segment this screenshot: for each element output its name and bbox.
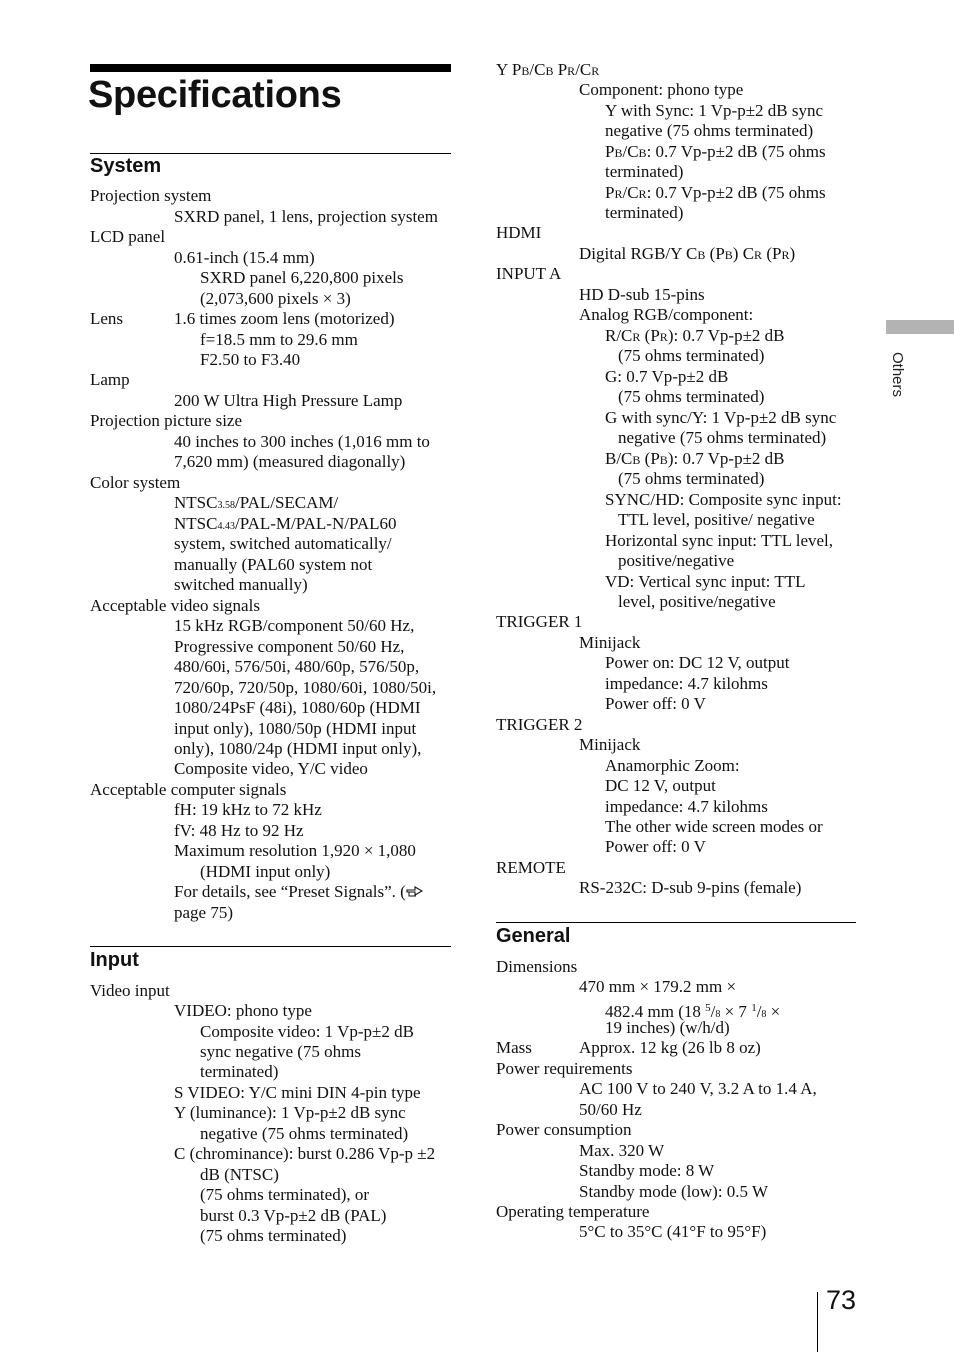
spec-value: Component: phono type	[579, 80, 744, 99]
spec-value: terminated)	[200, 1062, 279, 1081]
side-tab-label: Others	[889, 352, 906, 398]
spec-value: switched manually)	[174, 575, 308, 594]
page-number-rule	[817, 1292, 818, 1352]
spec-value	[579, 244, 795, 266]
spec-value: Power off: 0 V	[605, 837, 706, 856]
section-divider-input	[90, 946, 451, 947]
text: /C	[575, 60, 592, 79]
spec-label: Dimensions	[496, 957, 578, 976]
text: 482.4 mm (18	[605, 1002, 706, 1021]
text: (P	[762, 244, 782, 263]
spec-value: 15 kHz RGB/component 50/60 Hz,	[174, 616, 415, 635]
spec-value: Approx. 12 kg (26 lb 8 oz)	[579, 1038, 761, 1057]
spec-value: sync negative (75 ohms	[200, 1042, 361, 1061]
spec-value: input only), 1080/50p (HDMI input	[174, 719, 417, 738]
text: /PAL/SECAM/	[234, 493, 339, 512]
spec-label: Lens	[90, 309, 124, 328]
spec-value: (75 ohms terminated)	[618, 346, 765, 365]
fraction-slash: /	[756, 1002, 762, 1021]
spec-label: Power requirements	[496, 1059, 633, 1078]
small-caps: R	[591, 64, 600, 78]
spec-value: level, positive/negative	[618, 592, 776, 611]
spec-value: 720/60p, 720/50p, 1080/60i, 1080/50i,	[174, 678, 437, 697]
spec-value: (75 ohms terminated), or	[200, 1185, 370, 1204]
small-caps: R	[632, 330, 641, 344]
spec-value: (75 ohms terminated)	[618, 469, 765, 488]
spec-label	[496, 60, 599, 82]
spec-value: 50/60 Hz	[579, 1100, 642, 1119]
spec-value: Max. 320 W	[579, 1141, 665, 1160]
text: P	[605, 142, 615, 161]
spec-value: (75 ohms terminated)	[618, 387, 765, 406]
spec-value	[605, 142, 826, 164]
spec-value: Standby mode: 8 W	[579, 1161, 715, 1180]
small-caps: B	[545, 64, 554, 78]
text: /C	[529, 60, 546, 79]
spec-label: Acceptable video signals	[90, 596, 260, 615]
spec-value: terminated)	[605, 162, 684, 181]
title-rule	[90, 64, 451, 72]
spec-value: dB (NTSC)	[200, 1165, 279, 1184]
spec-value: 470 mm × 179.2 mm ×	[579, 977, 737, 996]
spec-value: TTL level, positive/ negative	[618, 510, 815, 529]
spec-label: HDMI	[496, 223, 542, 242]
small-caps: B	[697, 248, 706, 262]
text: Y P	[496, 60, 522, 79]
spec-value: negative (75 ohms terminated)	[605, 121, 814, 140]
spec-value: positive/negative	[618, 551, 735, 570]
small-caps: B	[724, 248, 733, 262]
spec-value: page 75)	[174, 903, 234, 922]
section-heading-system: System	[90, 155, 162, 177]
spec-value: SYNC/HD: Composite sync input:	[605, 490, 842, 509]
side-tab-marker	[886, 320, 954, 334]
small-caps: B	[659, 453, 668, 467]
spec-label: REMOTE	[496, 858, 566, 877]
spec-value: DC 12 V, output	[605, 776, 716, 795]
small-caps: B	[632, 453, 641, 467]
spec-value: The other wide screen modes or	[605, 817, 823, 836]
spec-value: G with sync/Y: 1 Vp-p±2 dB sync	[605, 408, 837, 427]
spec-value: 19 inches) (w/h/d)	[605, 1018, 730, 1037]
spec-label: Operating temperature	[496, 1202, 650, 1221]
small-caps: B	[521, 64, 530, 78]
spec-value: Analog RGB/component:	[579, 305, 754, 324]
spec-value: HD D-sub 15-pins	[579, 285, 705, 304]
spec-label: Projection picture size	[90, 411, 243, 430]
spec-label: Mass	[496, 1038, 532, 1057]
spec-label: Power consumption	[496, 1120, 632, 1139]
small-caps: R	[614, 187, 623, 201]
spec-value: Minijack	[579, 735, 641, 754]
spec-label: Color system	[90, 473, 181, 492]
spec-value: terminated)	[605, 203, 684, 222]
text: B/C	[605, 449, 633, 468]
spec-value: C (chrominance): burst 0.286 Vp-p ±2	[174, 1144, 436, 1163]
spec-value: f=18.5 mm to 29.6 mm	[200, 330, 358, 349]
spec-label: INPUT A	[496, 264, 562, 283]
text: For details, see “Preset Signals”. (	[174, 882, 406, 901]
spec-label: Projection system	[90, 186, 212, 205]
spec-value	[174, 882, 423, 903]
small-caps: R	[781, 248, 790, 262]
spec-value: SXRD panel 6,220,800 pixels	[200, 268, 404, 287]
subscript: 3.58	[217, 500, 235, 511]
spec-label: TRIGGER 2	[496, 715, 583, 734]
spec-value: S VIDEO: Y/C mini DIN 4-pin type	[174, 1083, 421, 1102]
page-number: 73	[826, 1285, 857, 1315]
spec-value: Composite video, Y/C video	[174, 759, 368, 778]
text: × 7	[720, 1002, 752, 1021]
text: P	[605, 183, 615, 202]
spec-value	[174, 493, 338, 517]
spec-value	[605, 183, 826, 205]
text: R/C	[605, 326, 633, 345]
spec-value: only), 1080/24p (HDMI input only),	[174, 739, 422, 758]
spec-value: impedance: 4.7 kilohms	[605, 674, 768, 693]
spec-value: 1080/24PsF (48i), 1080/60p (HDMI	[174, 698, 421, 717]
small-caps: R	[659, 330, 668, 344]
text: ×	[766, 1002, 781, 1021]
text: ): 0.7 Vp-p±2 dB	[667, 449, 785, 468]
text: /C	[622, 142, 639, 161]
spec-value: 0.61-inch (15.4 mm)	[174, 248, 315, 267]
text: : 0.7 Vp-p±2 dB (75 ohms	[646, 142, 826, 161]
section-heading-general: General	[496, 925, 571, 947]
subscript: 4.43	[217, 521, 235, 532]
spec-value: (75 ohms terminated)	[200, 1226, 347, 1245]
fraction-numerator: 5	[705, 1002, 711, 1014]
page-title: Specifications	[88, 74, 342, 116]
spec-value: fV: 48 Hz to 92 Hz	[174, 821, 304, 840]
fraction-slash: /	[710, 1002, 716, 1021]
fraction-numerator: 1	[751, 1002, 757, 1014]
spec-label: Acceptable computer signals	[90, 780, 287, 799]
spec-value: Horizontal sync input: TTL level,	[605, 531, 834, 550]
spec-value: (2,073,600 pixels × 3)	[200, 289, 351, 308]
spec-value: 40 inches to 300 inches (1,016 mm to	[174, 432, 430, 451]
spec-label: Lamp	[90, 370, 130, 389]
spec-value: Power off: 0 V	[605, 694, 706, 713]
spec-value	[605, 326, 785, 348]
spec-value: F2.50 to F3.40	[200, 350, 301, 369]
text: /C	[622, 183, 639, 202]
small-caps: R	[567, 64, 576, 78]
spec-value: (HDMI input only)	[200, 862, 331, 881]
text: P	[553, 60, 568, 79]
spec-value: system, switched automatically/	[174, 534, 392, 553]
spec-value: Minijack	[579, 633, 641, 652]
spec-value: Composite video: 1 Vp-p±2 dB	[200, 1022, 414, 1041]
spec-value: negative (75 ohms terminated)	[618, 428, 827, 447]
fraction-denominator: 8	[761, 1009, 767, 1020]
pointing-hand-icon	[406, 883, 423, 897]
small-caps: B	[614, 146, 623, 160]
spec-value: VD: Vertical sync input: TTL	[605, 572, 806, 591]
spec-value: impedance: 4.7 kilohms	[605, 797, 768, 816]
fraction-denominator: 8	[715, 1009, 721, 1020]
spec-value: fH: 19 kHz to 72 kHz	[174, 800, 322, 819]
spec-value: SXRD panel, 1 lens, projection system	[174, 207, 438, 226]
spec-value: 5°C to 35°C (41°F to 95°F)	[579, 1222, 767, 1241]
text: ) C	[732, 244, 755, 263]
spec-value: burst 0.3 Vp-p±2 dB (PAL)	[200, 1206, 387, 1225]
spec-value: Standby mode (low): 0.5 W	[579, 1182, 769, 1201]
text: )	[789, 244, 796, 263]
spec-value: Anamorphic Zoom:	[605, 756, 740, 775]
spec-value: AC 100 V to 240 V, 3.2 A to 1.4 A,	[579, 1079, 817, 1098]
spec-value: 7,620 mm) (measured diagonally)	[174, 452, 406, 471]
small-caps: R	[638, 187, 647, 201]
text: Digital RGB/Y C	[579, 244, 698, 263]
text: (P	[640, 449, 660, 468]
spec-label: Video input	[90, 981, 170, 1000]
spec-value: Y (luminance): 1 Vp-p±2 dB sync	[174, 1103, 406, 1122]
spec-value	[605, 449, 785, 471]
spec-value: Y with Sync: 1 Vp-p±2 dB sync	[605, 101, 824, 120]
spec-value: RS-232C: D-sub 9-pins (female)	[579, 878, 802, 897]
spec-value: Maximum resolution 1,920 × 1,080	[174, 841, 416, 860]
section-heading-input: Input	[90, 949, 139, 971]
text: : 0.7 Vp-p±2 dB (75 ohms	[646, 183, 826, 202]
spec-value: 200 W Ultra High Pressure Lamp	[174, 391, 403, 410]
text: NTSC	[174, 493, 218, 512]
spec-value: G: 0.7 Vp-p±2 dB	[605, 367, 729, 386]
spec-value: negative (75 ohms terminated)	[200, 1124, 409, 1143]
text: ): 0.7 Vp-p±2 dB	[667, 326, 785, 345]
text: NTSC	[174, 514, 218, 533]
spec-value: manually (PAL60 system not	[174, 555, 373, 574]
spec-label: LCD panel	[90, 227, 166, 246]
small-caps: B	[638, 146, 647, 160]
spec-value: 1.6 times zoom lens (motorized)	[174, 309, 395, 328]
spec-value: Power on: DC 12 V, output	[605, 653, 790, 672]
text: (P	[640, 326, 660, 345]
text: (P	[705, 244, 725, 263]
spec-value: 480/60i, 576/50i, 480/60p, 576/50p,	[174, 657, 420, 676]
small-caps: R	[754, 248, 763, 262]
text: /PAL-M/PAL-N/PAL60	[234, 514, 397, 533]
spec-value: VIDEO: phono type	[174, 1001, 312, 1020]
spec-value: Progressive component 50/60 Hz,	[174, 637, 405, 656]
spec-label: TRIGGER 1	[496, 612, 583, 631]
